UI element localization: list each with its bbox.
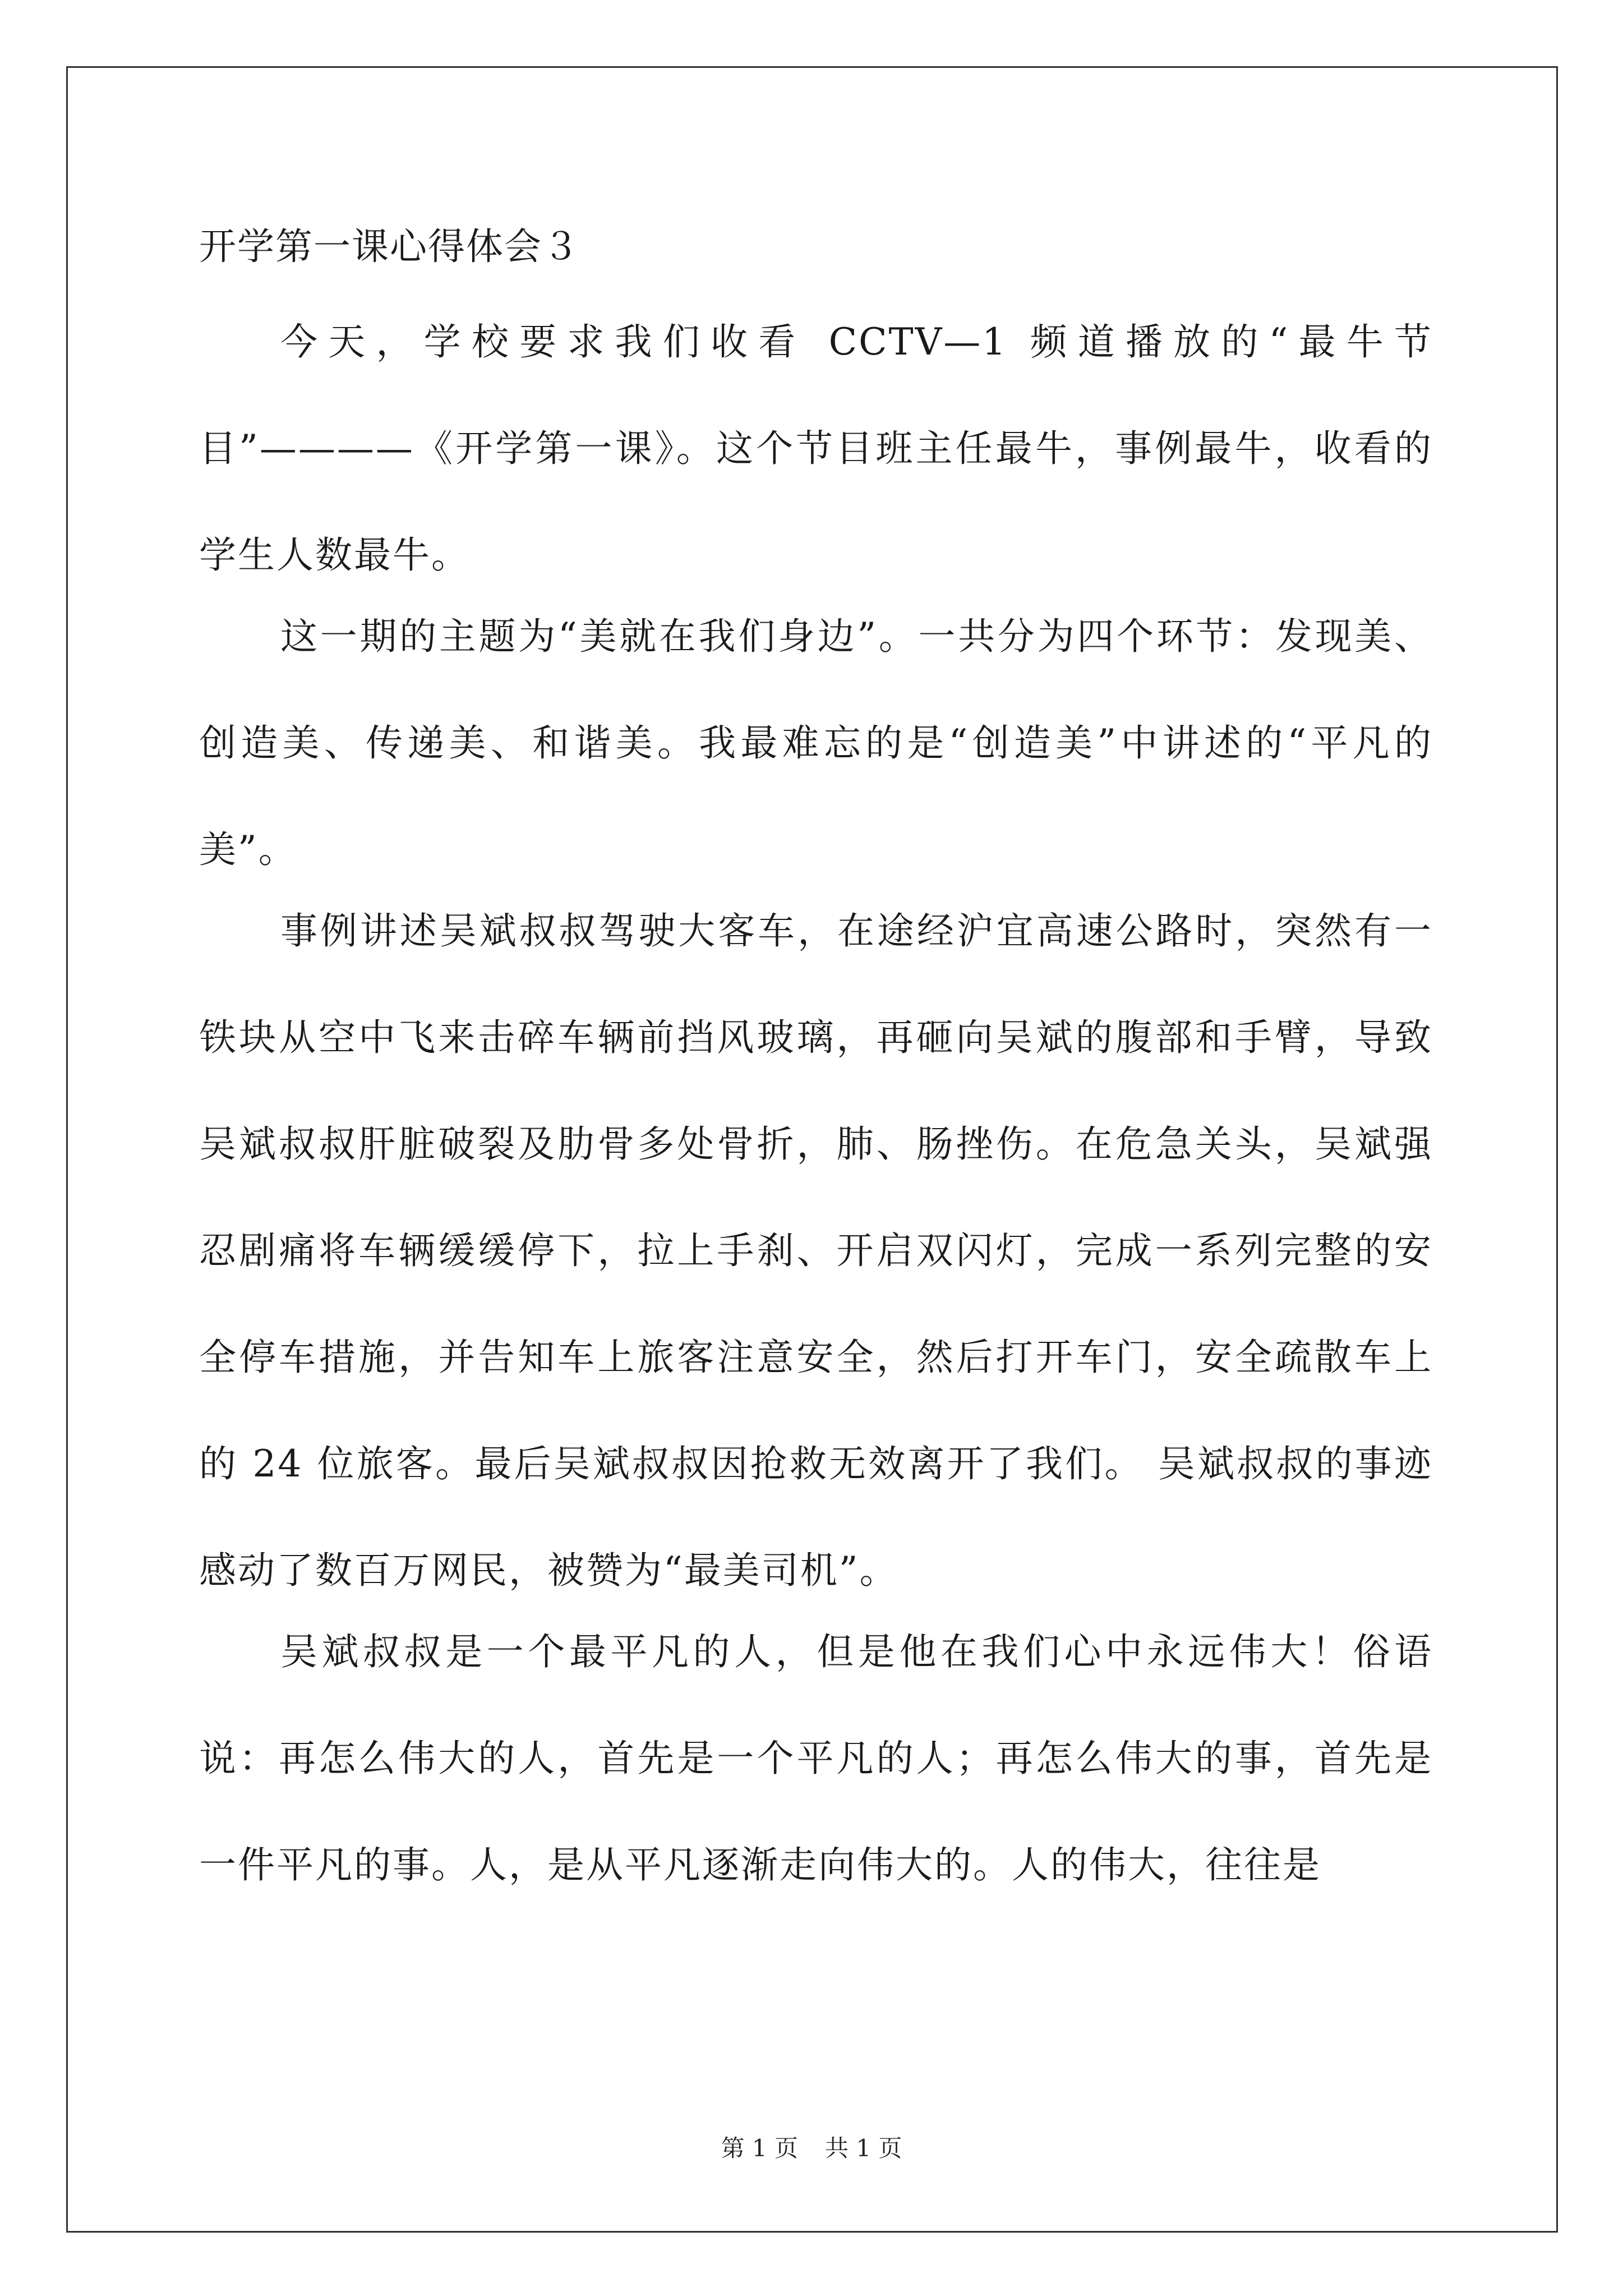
paragraph-story: 事例讲述吴斌叔叔驾驶大客车，在途经沪宜高速公路时，突然有一铁块从空中飞来击碎车辆前挡风玻璃，再砸向吴斌的腹部和手臂，导致吴斌叔叔肝脏破裂及肋骨多处骨折，肺、肠挫伤。在危急关头，吴斌强忍剧痛将车辆缓缓停下，拉上手刹、开启双闪灯，完成一系列完整的安全停车措施，并告知车上旅客注意安全，然后打开车门，安全疏散车上的 24 位旅客。最后吴斌叔叔因抢救无效离开了我们。 吴斌叔叔的事迹感动了数百万网民，被赞为“最美司机”。 — [199, 909, 1433, 1592]
document-title: 开学第一课心得体会３ — [199, 225, 580, 268]
paragraph-intro: 今天，学校要求我们收看 CCTV—1 频道播放的“最牛节目”————《开学第一课》。这个节目班主任最牛，事例最牛，收看的学生人数最牛。 — [199, 320, 1433, 577]
page-footer — [0, 2134, 1623, 2162]
paragraph-reflection: 吴斌叔叔是一个最平凡的人，但是他在我们心中永远伟大！俗语说：再怎么伟大的人，首先是一个平凡的人；再怎么伟大的事，首先是一件平凡的事。人，是从平凡逐渐走向伟大的。人的伟大，往往是 — [199, 1630, 1433, 1887]
document-body — [199, 222, 1433, 1918]
page-number: 第 1 页 — [721, 2134, 798, 2162]
page-total: 共 1 页 — [825, 2134, 902, 2162]
paragraph-theme: 这一期的主题为“美就在我们身边”。一共分为四个环节：发现美、创造美、传递美、和谐美。我最难忘的是“创造美”中讲述的“平凡的美”。 — [199, 615, 1433, 871]
